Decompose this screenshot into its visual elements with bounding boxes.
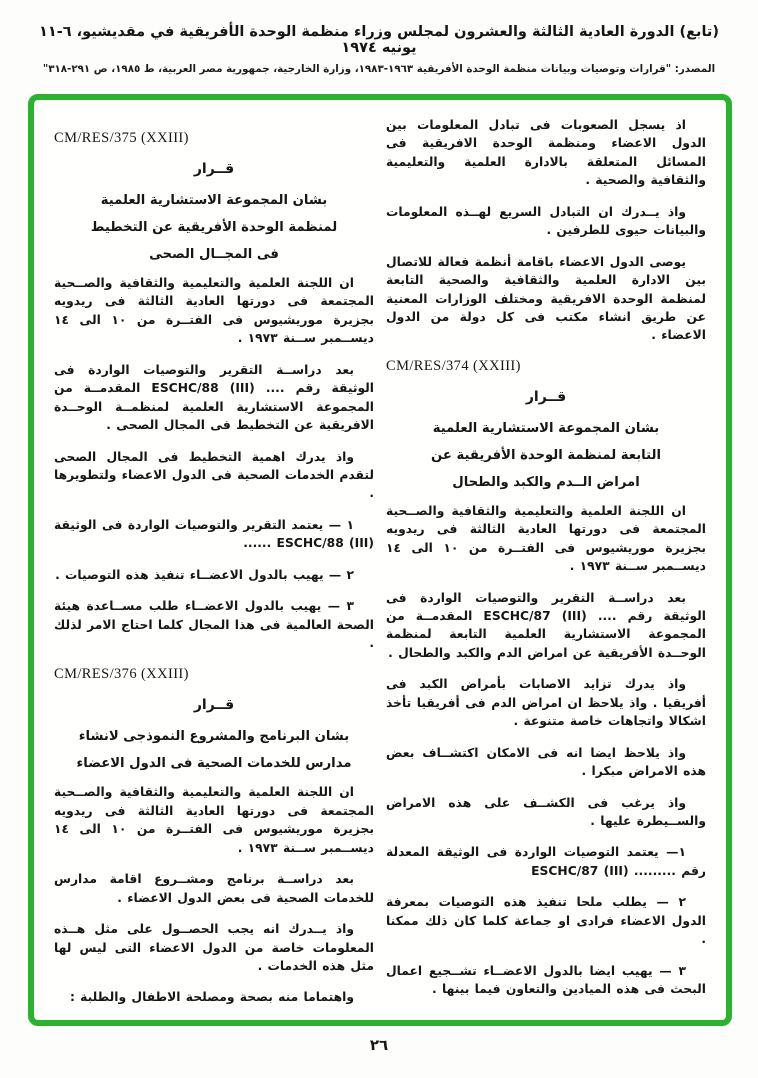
paragraph: ١— يعتمد التوصيات الواردة فى الوثيقة المعدلة رقم ......... ESCHC/87 (III) (386, 845, 706, 878)
decision-subject: مدارس للخدمات الصحية فى الدول الاعضاء (76, 756, 352, 772)
paragraph: ٢ — يطلب ملحا تنفيذ هذه التوصيات بمعرفة الدول الاعضاء فرادى او جماعة كلما كان ذلك ممكنا . (386, 895, 706, 947)
decision-subject: بشان المجموعة الاستشارية العلمية (432, 420, 660, 436)
paragraph: بعد دراســة برنامج ومشــروع اقامة مدارس للخدمات الصحية فى بعض الدول الاعضاء . (54, 872, 374, 905)
page-number: ٢٦ (369, 1036, 389, 1054)
column-left (54, 116, 374, 1010)
header-source-note: المصدر: "قرارات وتوصيات وبيانات منظمة الوحدة الأفريقية ١٩٦٣-١٩٨٣، وزارة الخارجية، جمهورية مصر العربية، ط ١٩٨٥، ص ٢٩١-٣١٨" (42, 63, 716, 75)
decision-subject: لمنظمة الوحدة الأفريقية عن التخطيط (90, 220, 338, 235)
paragraph: واذ يلاحظ ايضا انه فى الامكان اكتشــاف بعض هذه الامراض مبكرا . (386, 745, 706, 779)
decision-subject: فى المجــال الصحى (149, 247, 279, 262)
resolution-number: CM/RES/375 (XXIII) (54, 130, 189, 146)
paragraph: بعد دراســة التقرير والتوصيات الواردة فى الوثيقة رقم .... ESCHC/87 (III) المقدمــة من المجموعة الاستشارية العلمية التابعة لمنظمة الوحــدة الأفريقية عن امراض الدم والكبد والطحال . (386, 590, 706, 660)
paragraph: ٣ — يهيب ايضا بالدول الاعضــاء تشــجيع اعمال البحث فى هذه الميادين والتعاون فيما بينها . (386, 963, 706, 996)
paragraph: ٢ — يهيب بالدول الاعضــاء تنفيذ هذه التوصيات . (55, 567, 354, 582)
paragraph: ان اللجنة العلمية والتعليمية والثقافية والصــحية المجتمعة فى دورتها العادية الثالثة فى ريدويه بجزيرة موريشيوس فى الفتــرة من ١٠ الى ١٤ ديســمبر ســنة ١٩٧٣ . (54, 276, 374, 346)
paragraph: واهتماما منه بصحة ومصلحة الاطفال والطلبة : (69, 990, 354, 1005)
decision-subject: التابعة لمنظمة الوحدة الأفريقية عن (431, 447, 661, 463)
paragraph: واذ يــدرك انه يجب الحصــول على مثل هــذه المعلومات خاصة من الدول الاعضاء التى ليس لها مثل هذه الخدمات . (54, 922, 374, 973)
paragraph: ان اللجنة العلمية والتعليمية والثقافية والصــحية المجتمعة فى دورتها العادية الثالثة فى ريدويه بجزيرة موريشيوس فى الفتــرة من ١٠ الى ١٤ ديســمبر ســنة ١٩٧٣ . (386, 503, 706, 574)
paragraph: واذ يدرك اهمية التخطيط فى المجال الصحى لتقدم الخدمات الصحية فى الدول الاعضاء ولتطويرها . (54, 449, 374, 501)
column-right (386, 116, 706, 1010)
paragraph: بعد دراســة التقرير والتوصيات الواردة فى الوثيقة رقم .... ESCHC/88 (III) المقدمــة من المجموعة الاستشارية العلمية لمنظمــة الوحــدة الافريقية عن التخطيط فى المجال الصحى . (54, 362, 374, 433)
document-frame (28, 94, 732, 1026)
page-header (0, 0, 758, 75)
decision-subject: بشان البرنامج والمشروع النموذجى لانشاء (78, 729, 350, 745)
paragraph: ان اللجنة العلمية والتعليمية والثقافية والصــحية المجتمعة فى دورتها العادية الثالثة فى ريدويه بجزيرة موريشيوس فى الفتــرة من ١٠ الى ١٤ ديســمبر ســنة ١٩٧٣ . (54, 785, 374, 855)
columns-container (34, 100, 726, 1020)
resolution-number: CM/RES/376 (XXIII) (54, 666, 189, 683)
paragraph: ٣ — يهيب بالدول الاعضــاء طلب مســاعدة هيئة الصحة العالمية فى هذا المجال كلما احتاج الامر لذلك . (54, 599, 374, 650)
resolution-number: CM/RES/374 (XXIII) (386, 357, 521, 374)
paragraph: واذ يرغب فى الكشــف على هذه الامراض والســيطرة عليها . (386, 795, 706, 828)
paragraph: يوصى الدول الاعضاء باقامة أنظمة فعالة للاتصال بين الادارة العلمية والثقافية والصحية التابعة لمنظمة الوحدة الافريقية ومختلف الوزارات المعنية عن طريق انشاء مكتب فى كل دولة من الدول الاعضاء . (386, 254, 706, 343)
decision-heading: قــرار (193, 697, 235, 714)
decision-heading: قــرار (193, 161, 235, 177)
paragraph: واذ يدرك تزايد الاصابات بأمراض الكبد فى أفريقيا . واذ يلاحظ ان امراض الدم فى أفريقيا تأخذ اشكالا واتجاهات خاصة متنوعة . (386, 677, 706, 729)
paragraph: ١ — يعتمد التقرير والتوصيات الواردة فى الوثيقة ESCHC/88 (III) ...... (54, 517, 374, 551)
decision-heading: قــرار (525, 388, 567, 405)
paragraph: واذ يــدرك ان التبادل السريع لهــذه المعلومات والبيانات حيوى للطرفين . (386, 204, 706, 238)
decision-subject: بشان المجموعة الاستشارية العلمية (100, 193, 328, 208)
decision-subject: امراض الــدم والكبد والطحال (452, 474, 640, 490)
header-session-title: (تابع) الدورة العادية الثالثة والعشرون لمجلس وزراء منظمة الوحدة الأفريقية في مقديشيو، ٦-١١ يونيه ١٩٧٤ (39, 24, 719, 56)
paragraph: اذ يسجل الصعوبات فى تبادل المعلومات بين الدول الاعضاء ومنظمة الوحدة الافريقية فى المسائل المتعلقة بالادارة العلمية والتعليمية والثقافية والصحية . (386, 118, 706, 188)
